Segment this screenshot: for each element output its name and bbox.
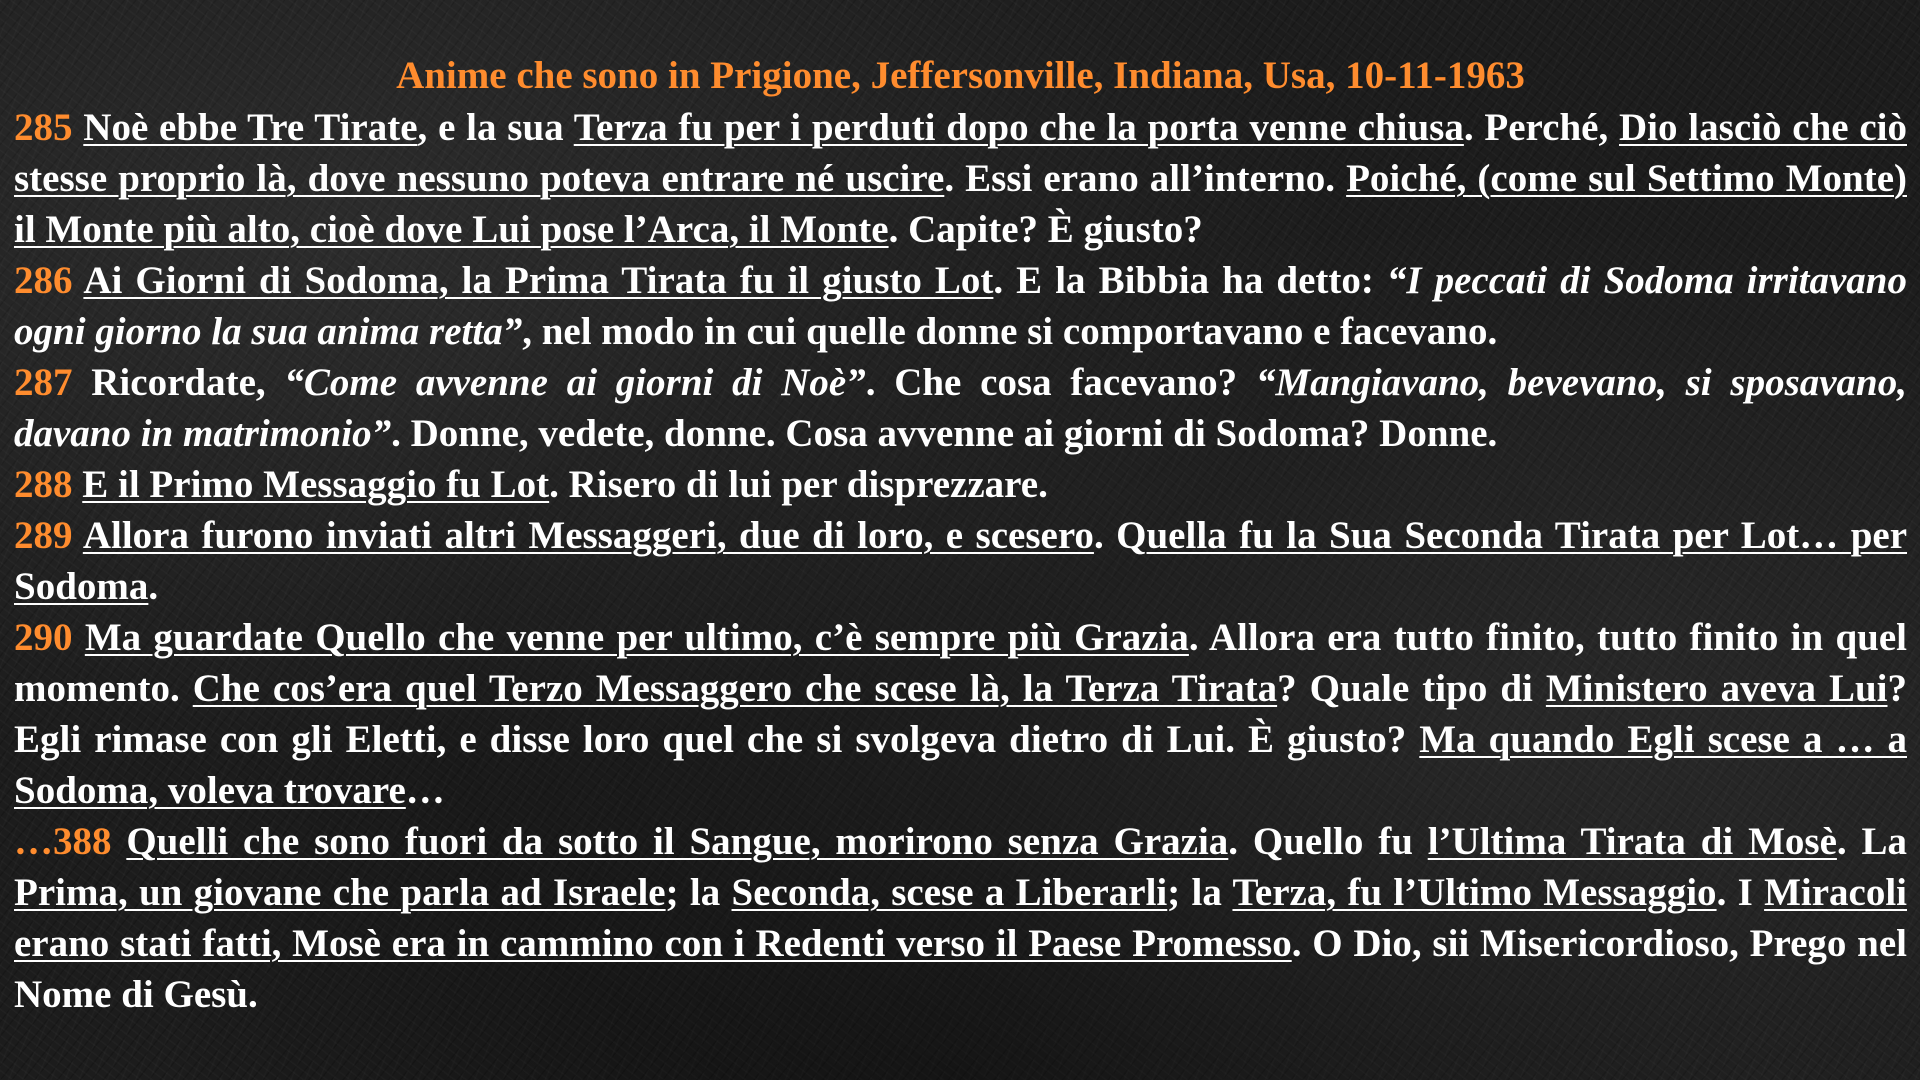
- paragraph-number: 290: [14, 616, 73, 659]
- slide-title: Anime che sono in Prigione, Jeffersonville, Indiana, Usa, 10-11-1963: [396, 54, 1525, 97]
- underlined-text: Ministero aveva Lui: [1545, 667, 1888, 710]
- paragraph-text: , e la sua: [417, 106, 574, 149]
- paragraph-text: .: [148, 565, 159, 608]
- paragraph-285: [14, 102, 1907, 255]
- paragraph-text: . Quello fu: [1228, 820, 1428, 863]
- underlined-text: Ma guardate Quello che venne per ultimo, c’è sempre più Grazia: [84, 616, 1189, 659]
- paragraph-287: [14, 357, 1907, 459]
- paragraph-388: [14, 816, 1907, 1020]
- paragraph-text: . La: [1836, 820, 1907, 863]
- paragraph-text: . O Dio, sii Misericordioso, Prego nel Nome di Gesù.: [14, 922, 1907, 1016]
- paragraph-text: . Che cosa facevano?: [865, 361, 1256, 404]
- paragraph-286: [14, 255, 1907, 357]
- paragraph-text: . Donne, vedete, donne. Cosa avvenne ai giorni di Sodoma? Donne.: [391, 412, 1498, 455]
- paragraph-text: . Perché,: [1463, 106, 1620, 149]
- slide-content: [14, 50, 1907, 1020]
- paragraph-290: [14, 612, 1907, 816]
- underlined-text: Ma quando Egli scese a … a Sodoma, voleva trovare: [14, 718, 1908, 812]
- paragraph-text: . I: [1716, 871, 1765, 914]
- paragraph-number: 285: [14, 106, 73, 149]
- paragraph-number: 288: [14, 463, 73, 506]
- underlined-text: Allora furono inviati altri Messaggeri, due di loro, e scesero: [82, 514, 1094, 557]
- paragraph-number: …388: [14, 820, 112, 863]
- paragraph-text: ? Quale tipo di: [1277, 667, 1546, 710]
- scripture-quote: “Come avvenne ai giorni di Noè”: [284, 361, 866, 404]
- paragraph-text: . Q: [1093, 514, 1147, 557]
- underlined-text: E il Primo Messaggio fu Lot: [82, 463, 550, 506]
- paragraph-text: . Risero di lui per disprezzare.: [549, 463, 1048, 506]
- paragraph-text: ; la: [665, 871, 732, 914]
- paragraph-text: …: [405, 769, 445, 812]
- paragraph-text: Ricordate,: [91, 361, 285, 404]
- underlined-text: Seconda, scese a Liberarli: [731, 871, 1168, 914]
- underlined-text: Che cos’era quel Terzo Messaggero che scese là, la Terza Tirata: [192, 667, 1278, 710]
- paragraph-text: . Capite? È giusto?: [888, 208, 1203, 251]
- paragraph-text: ; la: [1167, 871, 1233, 914]
- scripture-quote: “Mangiavano, bevevano, si sposavano, davano in matrimonio”: [14, 361, 1907, 455]
- underlined-text: Quelli che sono fuori da sotto il Sangue, morirono senza Grazia: [126, 820, 1229, 863]
- underlined-text: Dio lasciò che ciò stesse proprio là, dove nessuno poteva entrare né uscire: [14, 106, 1907, 200]
- paragraph-288: [14, 459, 1907, 510]
- underlined-text: Terza fu per i perduti dopo che la porta venne chiusa: [573, 106, 1464, 149]
- paragraph-text: , nel modo in cui quelle donne si comportavano e facevano.: [522, 310, 1498, 353]
- paragraph-text: ? Egli rimase con gli Eletti, e disse loro quel che si svolgeva dietro di Lui. È giusto?: [14, 667, 1907, 761]
- paragraph-number: 286: [14, 259, 73, 302]
- scripture-quote: “I peccati di Sodoma irritavano ogni giorno la sua anima retta”: [14, 259, 1907, 353]
- underlined-text: Noè ebbe Tre Tirate: [83, 106, 418, 149]
- underlined-text: Poiché, (come sul Settimo Monte) il Monte più alto, cioè dove Lui pose l’Arca, il Monte: [14, 157, 1907, 251]
- paragraph-number: 287: [14, 361, 73, 404]
- underlined-text: Prima, un giovane che parla ad Israele: [14, 871, 666, 914]
- paragraph-text: . Allora era tutto finito, tutto finito in quel momento.: [14, 616, 1908, 710]
- paragraph-number: 289: [14, 514, 73, 557]
- underlined-text: Terza, fu l’Ultimo Messaggio: [1232, 871, 1717, 914]
- underlined-text: Ai Giorni di Sodoma, la Prima Tirata fu il giusto Lot: [83, 259, 994, 302]
- paragraph-text: . E la Bibbia ha detto:: [993, 259, 1387, 302]
- underlined-text: l’Ultima Tirata di Mosè: [1427, 820, 1837, 863]
- underlined-text: uella fu la Sua Seconda Tirata per Lot… per Sodoma: [14, 514, 1908, 608]
- paragraph-text: . Essi erano all’interno.: [944, 157, 1347, 200]
- underlined-text: Miracoli erano stati fatti, Mosè era in cammino con i Redenti verso il Paese Promesso: [14, 871, 1908, 965]
- paragraph-289: [14, 510, 1907, 612]
